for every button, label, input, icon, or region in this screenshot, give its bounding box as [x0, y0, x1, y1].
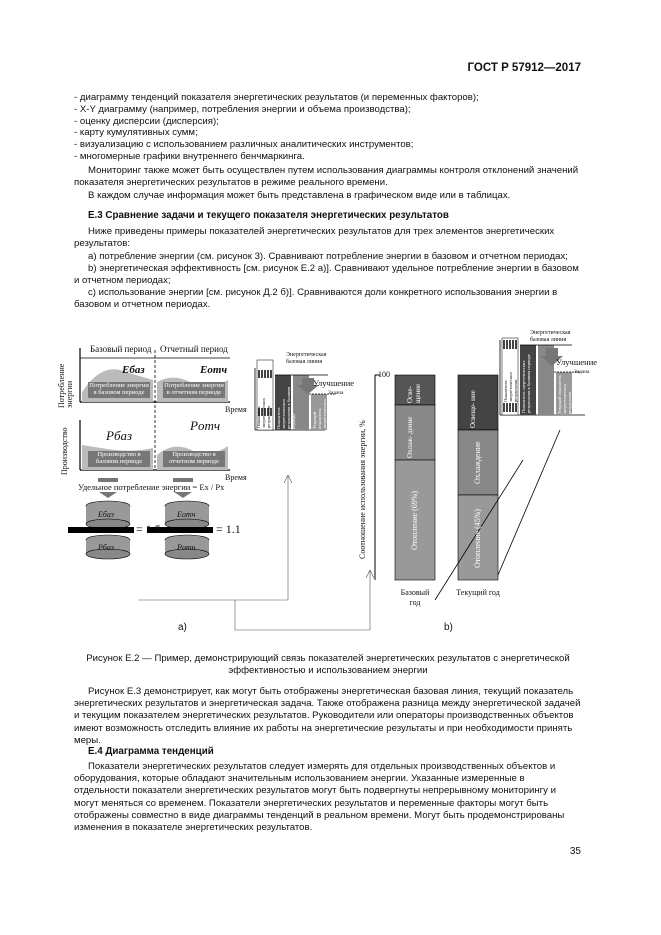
bar-base-cooling — [395, 405, 435, 460]
paragraph-e4: Показатели энергетических результатов следует измерять для отдельных производственных объектов и оборудования, которые обладают значительным использованием энергии. Указанные измеренные в отдельности показатели энергетических результатов могут быть подвергнуты непрерывному мониторингу и могут меняться со временем. Показатели энергетических результатов и переменные факторы могут быть отображены совместно в виде диаграммы тенденций в реальном времени. Могут быть продемонстрированы изменения в показателе энергетических результатов. — [74, 761, 565, 834]
b-y-axis-label: Соотношение использования энергии, % — [358, 420, 367, 560]
paragraph-e3-b: b) энергетическая эффективность [см. рисунок Е.2 а)]. Сравнивают удельное потребление энергии в базовом и отчетном периодах; — [74, 263, 579, 287]
b-col1-label: Показатель энергетических результатов — [503, 372, 518, 402]
document-id: ГОСТ Р 57912—2017 — [467, 62, 581, 74]
report-consumption-text: Потребление энергии в отчетном периоде — [164, 382, 224, 396]
y-label-production: Производство — [60, 427, 69, 475]
list-item: - X-Y диаграмму (например, потребления энергии и объема производства); — [74, 103, 411, 115]
a-col2-label: Показатель энергетических результатов в базовом периоде — [276, 386, 296, 429]
list-item: - карту кумулятивных сумм; — [74, 127, 198, 139]
base-consumption-text: Потребление энергии в базовом периоде — [89, 382, 149, 396]
paragraph-e3-a: a) потребление энергии (см. рисунок 3). Сравнивают потребление энергии в базовом и отчетном периодах; — [88, 251, 568, 262]
e-report-label: Eотч — [200, 364, 228, 376]
paragraph-monitoring: Мониторинг также может быть осуществлен путем использования диаграммы контроля отклонений значений показателя энергетических результатов в режиме реального времени. — [74, 165, 579, 189]
ratio-base: = 1.5 — [136, 522, 161, 536]
list-item: - многомерные графики внутреннего бенчмаркинга. — [74, 150, 305, 162]
p-report-label: Pотч — [190, 418, 221, 433]
y-label-consumption: Потребление энергии — [57, 363, 74, 408]
seg-lighting-base: Осве- щение — [406, 383, 422, 403]
bar-cur-lighting — [458, 375, 498, 430]
b-col3-label: Текущий показатель энергетических результатов — [557, 374, 572, 414]
b-col2-label: Показатель энергетических результатов в базовом периоде — [521, 354, 531, 413]
a-target-label: Задача — [328, 390, 344, 396]
b-target-label: Задача — [574, 369, 590, 375]
figure-caption: Рисунок Е.2 — Пример, демонстрирующий связь показателей энергетических результатов с энергетической эффективностью и использованием энергии — [86, 653, 570, 677]
paragraph-e3-c: c) использование энергии [см. рисунок Д.2 б)]. Сравниваются доли конкретного использования энергии в базовом и отчетном периодах. — [74, 287, 558, 311]
paragraph-e3-figure: Рисунок Е.3 демонстрирует, как могут быть отображены энергетическая базовая линия, текущий показатель энергетических результатов и энергетическая задача. Также отображена разница между энергетической задачей и текущим показателем энергетических результатов. Руководители или операторы производственных объектов имеют возможность отследить влияние их работы на энергетические результаты и при необходимости принять меры. — [74, 686, 581, 746]
base-production-text: Производство в базовом периоде — [95, 451, 143, 465]
base-year-label: Базовый год — [400, 588, 430, 607]
seg-heating-cur: Отопление (45%) — [473, 508, 482, 568]
time-label-lower: Время — [225, 473, 247, 482]
specific-consumption-formula: Удельное потребление энергии = Ex / Px — [78, 482, 225, 492]
e-base-label: Eбаз — [122, 364, 145, 376]
figure-e2 — [57, 330, 605, 640]
a-col3-label: Текущий показатель энергетических результатов — [312, 399, 332, 429]
bullet-list — [74, 92, 582, 163]
fraction-bar-base — [68, 527, 134, 533]
section-heading-e3: Е.3 Сравнение задачи и текущего показателя энергетических результатов — [88, 210, 449, 221]
seg-cooling-base: Охлаж- дение — [406, 416, 414, 458]
p-base-label: Pбаз — [106, 428, 133, 443]
paragraph-any-case: В каждом случае информация может быть представлена в графическом виде или в таблицах. — [88, 190, 511, 201]
period-base-label: Базовый период — [90, 344, 152, 354]
a-baseline-label: Энергетическая базовая линия — [286, 352, 327, 365]
cyl-e-base: Eбаз — [98, 510, 115, 519]
period-report-label: Отчетный период — [160, 344, 228, 354]
b-baseline-label: Энергетическая базовая линия — [530, 330, 571, 343]
current-year-label: Текущий год — [456, 588, 500, 597]
list-item: - оценку дисперсии (дисперсия); — [74, 115, 219, 127]
figure-label-a: а) — [178, 622, 187, 633]
paragraph-e3-intro: Ниже приведены примеры показателей энергетических результатов для трех элементов энергетических результатов: — [74, 226, 555, 250]
figure-label-b: b) — [444, 622, 453, 633]
a-col1-label: Показатель энергетических результатов — [256, 398, 271, 428]
cyl-e-report: Eотч — [177, 510, 196, 519]
seg-cooling-cur: Охлаждение — [473, 441, 482, 485]
ratio-report: = 1.1 — [216, 522, 241, 536]
cyl-p-base: Pбаз — [98, 543, 115, 552]
b-tick-100: 100 — [378, 370, 390, 379]
list-item: - визуализацию с использованием различных аналитических инструментов; — [74, 139, 414, 151]
report-production-text: Производство в отчетном периоде — [169, 451, 219, 465]
section-heading-e4: Е.4 Диаграмма тенденций — [88, 746, 214, 757]
a-improvement-label: Улучшение — [313, 378, 355, 388]
seg-heating-base: Отопление (69%) — [410, 490, 419, 550]
page-number: 35 — [569, 846, 581, 857]
time-label-upper: Время — [225, 405, 247, 414]
seg-lighting-cur: Освеще- ние — [469, 390, 477, 428]
cyl-p-report: Pотч — [177, 543, 196, 552]
b-improvement-label: Улучшение — [556, 357, 598, 367]
list-item: - диаграмму тенденций показателя энергетических результатов (и переменных факторов); — [74, 92, 479, 103]
